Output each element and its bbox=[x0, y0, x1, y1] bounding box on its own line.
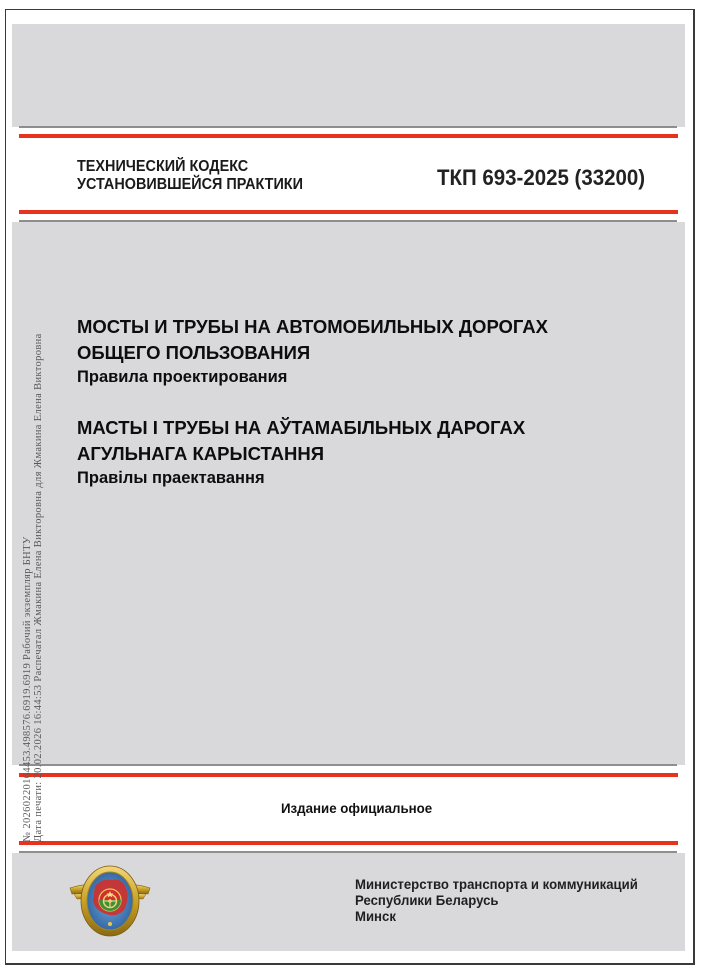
title-ru-line1: МОСТЫ И ТРУБЫ НА АВТОМОБИЛЬНЫХ ДОРОГАХ bbox=[77, 316, 548, 337]
red-divider-1 bbox=[19, 134, 678, 138]
publisher-line2: Республики Беларусь bbox=[355, 892, 499, 908]
red-divider-3 bbox=[19, 773, 678, 777]
watermark-print-info: Дата печати: 20.02.2026 16:44:53 Распечатал Жмакина Елена Викторовна для Жмакина Елена Викторовна bbox=[33, 333, 44, 842]
title-ru-line2: ОБЩЕГО ПОЛЬЗОВАНИЯ bbox=[77, 341, 311, 363]
title-by-line2: АГУЛЬНАГА КАРЫСТАННЯ bbox=[77, 442, 324, 464]
main-gray-panel bbox=[12, 222, 685, 765]
top-panel-shadow bbox=[19, 126, 677, 128]
publisher-info bbox=[355, 876, 638, 924]
publisher-city: Минск bbox=[355, 908, 396, 924]
subtitle-by: Правілы праектавання bbox=[77, 469, 265, 487]
main-panel-bottom-shadow bbox=[19, 764, 677, 766]
ministry-emblem-icon bbox=[68, 864, 152, 938]
official-edition-label: Издание официальное bbox=[281, 800, 433, 816]
document-type bbox=[77, 158, 303, 194]
red-divider-4 bbox=[19, 841, 678, 845]
publisher-line1: Министерство транспорта и коммуникаций bbox=[355, 876, 638, 892]
subtitle-ru: Правила проектирования bbox=[77, 368, 288, 386]
document-code: ТКП 693-2025 (33200) bbox=[437, 165, 646, 190]
red-divider-2 bbox=[19, 210, 678, 214]
top-gray-panel bbox=[12, 24, 685, 127]
title-russian bbox=[77, 314, 548, 390]
title-by-line1: МАСТЫ І ТРУБЫ НА АЎТАМАБІЛЬНЫХ ДАРОГАХ bbox=[77, 417, 526, 438]
document-type-line2: УСТАНОВИВШЕЙСЯ ПРАКТИКИ bbox=[77, 176, 303, 193]
title-belarusian bbox=[77, 415, 525, 491]
document-type-line1: ТЕХНИЧЕСКИЙ КОДЕКС bbox=[77, 158, 249, 175]
watermark-copy-number: № 20260220164453.498576.6919.6919 Рабочий экземпляр БНТУ bbox=[22, 536, 33, 842]
